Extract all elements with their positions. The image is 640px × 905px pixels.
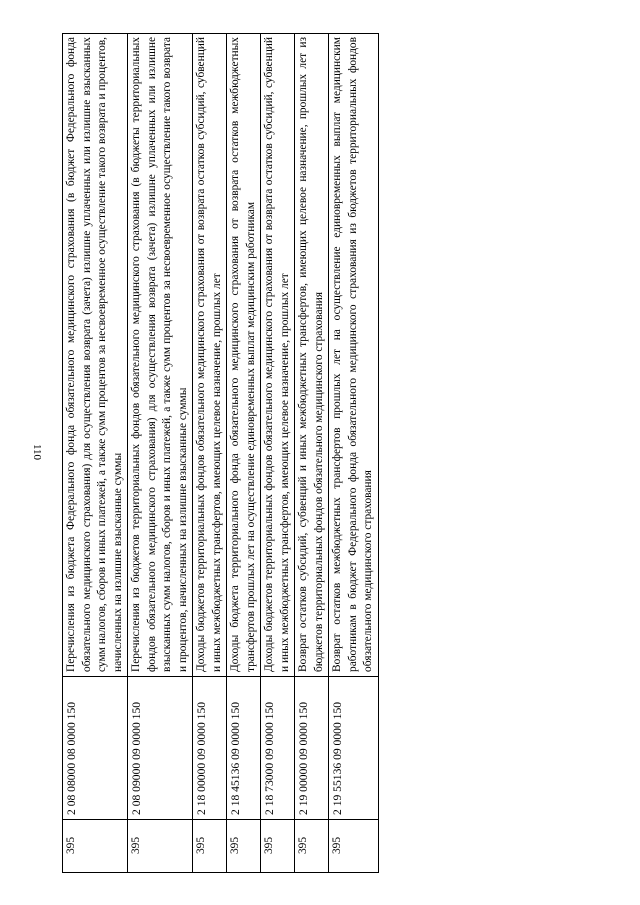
budget-code-cell: 2 18 00000 09 0000 150 bbox=[193, 677, 227, 820]
table-row bbox=[227, 34, 261, 873]
table-row bbox=[193, 34, 227, 873]
table-row bbox=[128, 34, 193, 873]
description-cell: Доходы бюджетов территориальных фондов обязательного медицинского страхования от возврата остатков субсидий, субвенций и иных межбюджетных трансфертов, имеющих целевое назначение, прошлых лет bbox=[193, 34, 227, 677]
budget-code-cell: 2 08 08000 08 0000 150 bbox=[63, 677, 128, 820]
budget-code-cell: 2 18 73000 09 0000 150 bbox=[261, 677, 295, 820]
admin-code-cell: 395 bbox=[329, 820, 379, 873]
budget-code-cell: 2 19 00000 09 0000 150 bbox=[295, 677, 329, 820]
admin-code-cell: 395 bbox=[193, 820, 227, 873]
description-cell: Доходы бюджета территориального фонда обязательного медицинского страхования от возврата остатков межбюджетных трансфертов прошлых лет на осуществление единовременных выплат медицинским работникам bbox=[227, 34, 261, 677]
budget-classification-table bbox=[62, 33, 379, 873]
admin-code-cell: 395 bbox=[261, 820, 295, 873]
table-row bbox=[63, 34, 128, 873]
budget-code-cell: 2 19 55136 09 0000 150 bbox=[329, 677, 379, 820]
description-cell: Возврат остатков субсидий, субвенций и иных межбюджетных трансфертов, имеющих целевое назначение, прошлых лет из бюджетов территориальных фондов обязательного медицинского страхования bbox=[295, 34, 329, 677]
description-cell: Перечисления из бюджетов территориальных фондов обязательного медицинского страхования (в бюджеты территориальных фондов обязательного медицинского страхования) для осуществления возврата (зачета) излишне уплаченных или излишне взысканных сумм налогов, сборов и иных платежей, а также сумм процентов за несвоевременное осуществление такого возврата и процентов, начисленных на излишне взысканные суммы bbox=[128, 34, 193, 677]
description-cell: Доходы бюджетов территориальных фондов обязательного медицинского страхования от возврата остатков субсидий, субвенций и иных межбюджетных трансфертов, имеющих целевое назначение, прошлых лет bbox=[261, 34, 295, 677]
budget-code-cell: 2 08 09000 09 0000 150 bbox=[128, 677, 193, 820]
admin-code-cell: 395 bbox=[63, 820, 128, 873]
admin-code-cell: 395 bbox=[227, 820, 261, 873]
table-row bbox=[261, 34, 295, 873]
table-row bbox=[295, 34, 329, 873]
description-cell: Перечисления из бюджета Федерального фонда обязательного медицинского страхования (в бюджет Федерального фонда обязательного медицинского страхования) для осуществления возврата (зачета) излишне уплаченных или излишне взысканных сумм налогов, сборов и иных платежей, а также сумм процентов за несвоевременное осуществление такого возврата и процентов, начисленных на излишне взысканные суммы bbox=[63, 34, 128, 677]
rotated-table-container bbox=[62, 33, 522, 873]
admin-code-cell: 395 bbox=[128, 820, 193, 873]
description-cell: Возврат остатков межбюджетных трансфертов прошлых лет на осуществление единовременных выплат медицинским работникам в бюджет Федерального фонда обязательного медицинского страхования из бюджетов территориальных фондов обязательного медицинского страхования bbox=[329, 34, 379, 677]
table-row bbox=[329, 34, 379, 873]
admin-code-cell: 395 bbox=[295, 820, 329, 873]
budget-code-cell: 2 18 45136 09 0000 150 bbox=[227, 677, 261, 820]
page-number: 110 bbox=[31, 443, 43, 461]
